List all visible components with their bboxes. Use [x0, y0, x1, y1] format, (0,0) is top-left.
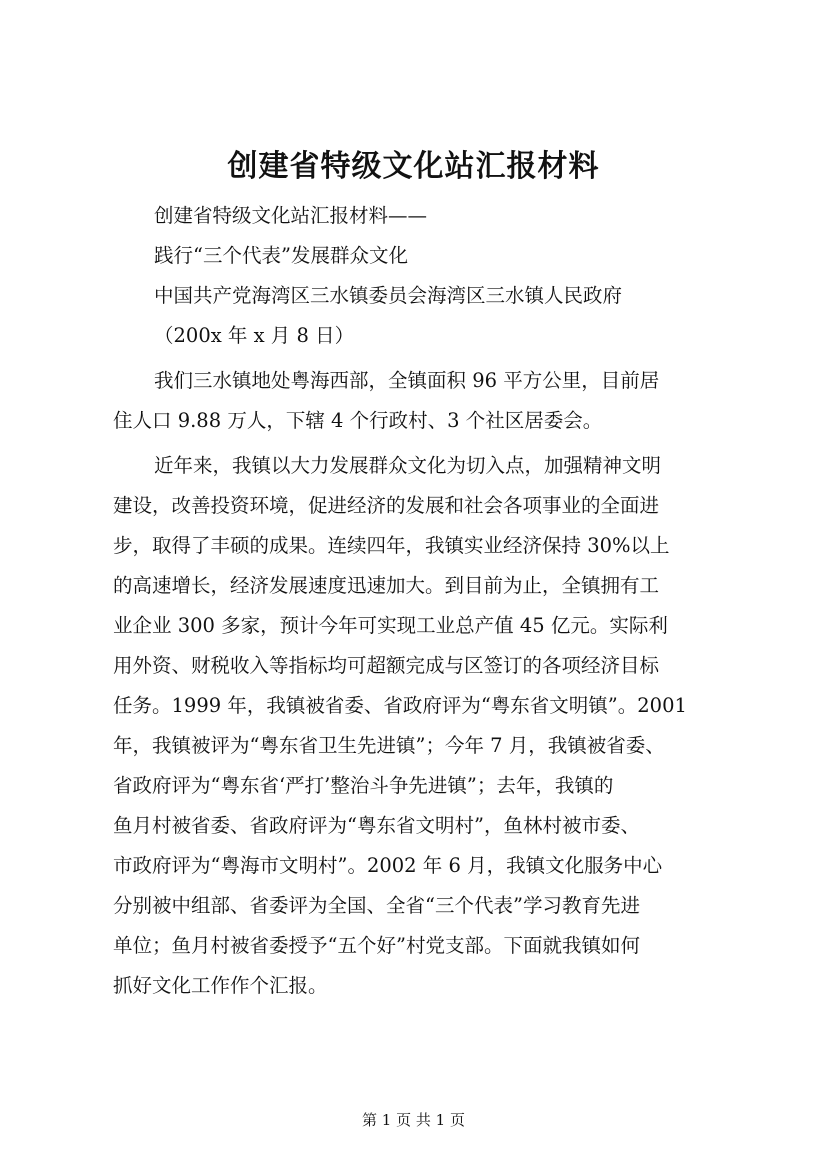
document-body	[113, 196, 725, 1006]
paragraph-line: 年，我镇被评为“粤东省卫生先进镇”；今年 7 月，我镇被省委、	[113, 734, 665, 757]
paragraph-line: 单位；鱼月村被省委授予“五个好”村党支部。下面就我镇如何	[113, 934, 640, 957]
subtitle-line: 创建省特级文化站汇报材料——	[154, 204, 428, 227]
paragraph-line: 建设，改善投资环境，促进经济的发展和社会各项事业的全面进	[113, 494, 660, 517]
subtitle-line: 践行“三个代表”发展群众文化	[154, 244, 408, 267]
paragraph-1	[113, 361, 725, 441]
paragraph-line: 鱼月村被省委、省政府评为“粤东省文明村”，鱼林村被市委、	[113, 814, 640, 837]
paragraph-line: 用外资、财税收入等指标均可超额完成与区签订的各项经济目标	[113, 654, 660, 677]
paragraph-line: 的高速增长，经济发展速度迅速加大。到目前为止，全镇拥有工	[113, 574, 660, 597]
paragraph-line: 近年来，我镇以大力发展群众文化为切入点，加强精神文明	[154, 454, 662, 477]
date-line: （200x 年 x 月 8 日）	[154, 324, 355, 347]
page-footer: 第 1 页 共 1 页	[362, 1111, 465, 1129]
paragraph-line: 住人口 9.88 万人，下辖 4 个行政村、3 个社区居委会。	[113, 409, 603, 432]
paragraph-line: 业企业 300 多家，预计今年可实现工业总产值 45 亿元。实际利	[113, 614, 668, 637]
issuer-line: 中国共产党海湾区三水镇委员会海湾区三水镇人民政府	[154, 284, 623, 307]
paragraph-line: 分别被中组部、省委评为全国、全省“三个代表”学习教育先进	[113, 894, 640, 917]
paragraph-line: 我们三水镇地处粤海西部，全镇面积 96 平方公里，目前居	[154, 369, 660, 392]
paragraph-line: 市政府评为“粤海市文明村”。2002 年 6 月，我镇文化服务中心	[113, 854, 663, 877]
paragraph-line: 省政府评为“粤东省‘严打’整治斗争先进镇”；去年，我镇的	[113, 774, 614, 797]
paragraph-line: 步，取得了丰硕的成果。连续四年，我镇实业经济保持 30%以上	[113, 534, 670, 557]
paragraph-2	[113, 446, 725, 1006]
paragraph-line: 任务。1999 年，我镇被省委、省政府评为“粤东省文明镇”。2001	[113, 694, 687, 717]
paragraph-line: 抓好文化工作作个汇报。	[113, 974, 328, 997]
document-title: 创建省特级文化站汇报材料	[227, 149, 600, 184]
